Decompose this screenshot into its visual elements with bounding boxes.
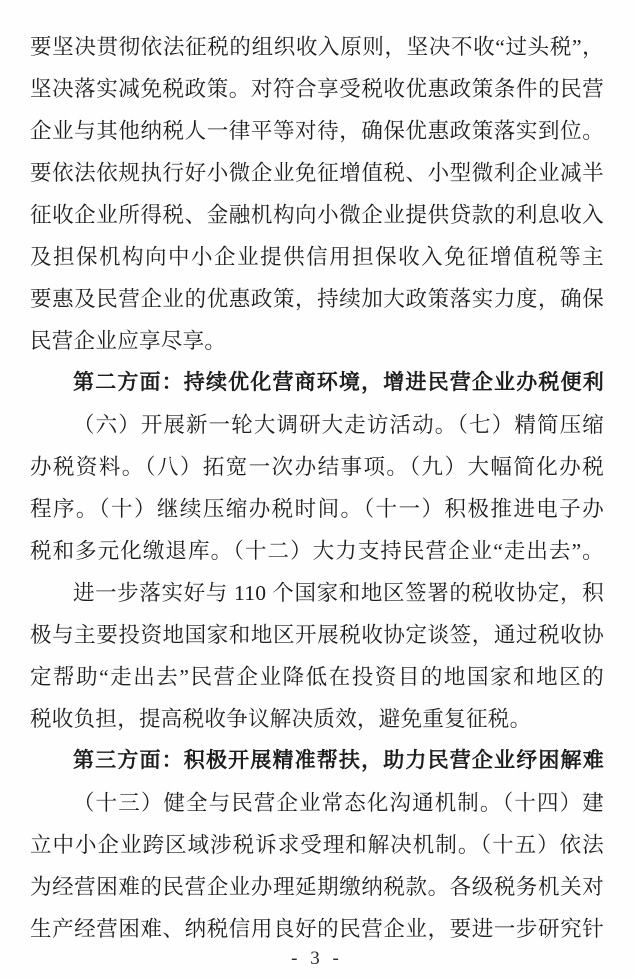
body-line: 要惠及民营企业的优惠政策，持续加大政策落实力度，确保 xyxy=(30,287,604,311)
body-line: 程序。（十）继续压缩办税时间。（十一）积极推进电子办 xyxy=(30,497,604,521)
body-line: 要坚决贯彻依法征税的组织收入原则，坚决不收“过头税”， xyxy=(30,35,604,59)
document-body xyxy=(30,26,604,950)
body-line: 税和多元化缴退库。（十二）大力支持民营企业“走出去”。 xyxy=(30,539,604,563)
page-number: - 3 - xyxy=(291,948,343,969)
body-line: 立中小企业跨区域涉税诉求受理和解决机制。（十五）依法 xyxy=(30,833,604,857)
body-line: 进一步落实好与 110 个国家和地区签署的税收协定，积 xyxy=(73,581,604,605)
body-line: 民营企业应享尽享。 xyxy=(30,329,227,353)
body-line: 办税资料。（八）拓宽一次办结事项。（九）大幅简化办税 xyxy=(30,455,604,479)
body-line: 及担保机构向中小企业提供信用担保收入免征增值税等主 xyxy=(30,245,604,269)
body-line: 极与主要投资地国家和地区开展税收协定谈签，通过税收协 xyxy=(30,623,604,647)
body-line: （六）开展新一轮大调研大走访活动。（七）精简压缩 xyxy=(73,413,604,437)
body-line: 税收负担，提高税收争议解决质效，避免重复征税。 xyxy=(30,707,532,731)
body-line: （十三）健全与民营企业常态化沟通机制。（十四）建 xyxy=(73,791,604,815)
body-line: 要依法依规执行好小微企业免征增值税、小型微利企业减半 xyxy=(30,161,604,185)
page-footer xyxy=(0,947,634,971)
section-heading: 第二方面：持续优化营商环境，增进民营企业办税便利 xyxy=(73,371,604,394)
body-line: 征收企业所得税、金融机构向小微企业提供贷款的利息收入 xyxy=(30,203,604,227)
section-heading: 第三方面：积极开展精准帮扶，助力民营企业纾困解难 xyxy=(73,749,604,772)
body-line: 定帮助“走出去”民营企业降低在投资目的地国家和地区的 xyxy=(30,665,604,689)
body-line: 企业与其他纳税人一律平等对待，确保优惠政策落实到位。 xyxy=(30,119,604,143)
body-line: 为经营困难的民营企业办理延期缴纳税款。各级税务机关对 xyxy=(30,875,604,899)
body-line: 生产经营困难、纳税信用良好的民营企业，要进一步研究针 xyxy=(30,917,604,941)
body-line: 坚决落实减免税政策。对符合享受税收优惠政策条件的民营 xyxy=(30,77,604,101)
